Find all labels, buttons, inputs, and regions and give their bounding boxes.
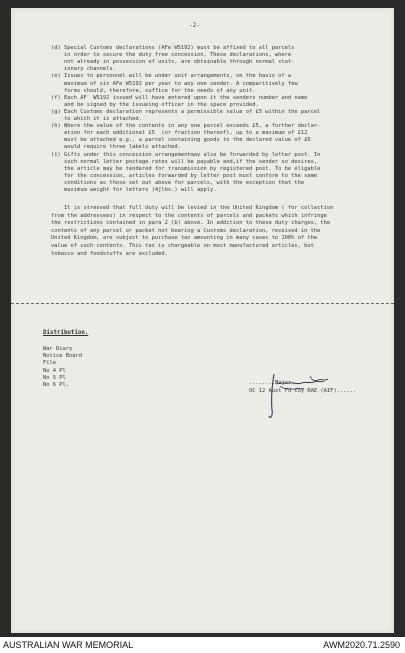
section-divider	[11, 303, 394, 304]
distribution-item: File	[43, 360, 56, 367]
archive-reference: AWM2020.71.2590	[323, 640, 400, 650]
paragraph-line: (f) Each AF W5192 issued will have entered upon it the senders number and name	[51, 94, 308, 101]
paragraph-line: the article may be tendered for transmission by registered post. To be eligable	[51, 165, 321, 172]
paragraph-line: (g) Each Customs declaration represents a permissible value of £5 within the parcel	[51, 108, 321, 115]
paragraph-line: not already in possession of units, are obtainable through normal stat-	[51, 59, 295, 66]
closing-line: the restrictions contained in para 2 (b) above. In addition to these duty charges, the	[51, 220, 331, 227]
closing-line: from the addressees) in respect to the contents of parcels and packets which infringe	[51, 212, 327, 219]
distribution-item: War Diary	[43, 346, 73, 352]
distribution-item: No 6 Pl.	[43, 382, 69, 388]
signature-line: OC 12 Aust Fd Coy RAE (AIF)......	[249, 388, 357, 394]
archive-name: AUSTRALIAN WAR MEMORIAL	[3, 640, 134, 650]
distribution-item: No 5 Pl	[43, 374, 66, 381]
paragraph-line: would require three labels attached.	[51, 144, 181, 151]
page-number: -2-	[189, 22, 200, 29]
paragraph-line: such normal letter postage rates will be payable and,if the sender so desires,	[51, 158, 318, 165]
paragraph-line: in order to secure the duty free concession. These declarations, where	[51, 52, 292, 59]
paragraph-line: (i) Gifts under this concession arrangementmay also be forwarded by letter post. In	[51, 151, 321, 158]
paragraph-line: ation for each additional £5 (or fraction thereof), up to a maximum of £12	[51, 130, 308, 137]
distribution-item: No 4 Pl	[43, 367, 66, 374]
paragraph-line: (d) Special Customs declarations (AFe W5192) must be affixed to all parcels	[51, 45, 295, 51]
signature-line: ........Major.	[249, 380, 295, 386]
paragraph-line: maximum of six AFe W5192 per year to any one sender. A comparitively few	[51, 80, 298, 87]
paragraph-line: forms should, therefore, suffice for the needs of any unit.	[51, 87, 256, 94]
paragraph-line: and be signed by the issueing officer in the space provided.	[51, 101, 259, 108]
paragraph-line: ionary channels.	[51, 66, 116, 73]
paragraph-line: must be attached e.g., a parcel containing goods to the declared value of £6	[51, 137, 311, 144]
closing-line: It is stressed that full duty will be levied in the United Kingdom ( for collection	[51, 205, 334, 211]
paragraph-line: to which it is attached.	[51, 116, 142, 122]
distribution-heading: Distribution.	[43, 330, 89, 336]
paragraph-line: (e) Issues to personnel will be under unit arrangements, on the basis of a	[51, 73, 292, 80]
archive-footer	[0, 637, 405, 653]
paragraph-line: for the concession, articles forwarded by letter post must conform to the same	[51, 172, 318, 179]
closing-line: value of such contents. This tax is chargeable on most manufactured articles, but	[51, 243, 314, 249]
paragraph-line: maximum weight for letters (4jlbs.) will apply.	[51, 187, 217, 193]
paragraph-line: (h) Where the value of the contents in any one parcel exceeds £5, a further declar-	[51, 123, 321, 130]
document-page	[11, 8, 394, 633]
distribution-item: Notice Board	[43, 353, 82, 360]
closing-line: United Kingdom, are subject to purchase tax amounting in many cases to 100% of the	[51, 235, 318, 242]
closing-line: contents of any parcel or packet not bearing a Customs declaration, received in the	[51, 227, 321, 234]
paragraph-line: conditions as those set out above for parcels, with the exception that the	[51, 179, 305, 186]
closing-line: tobacco and foodstuffs are excluded.	[51, 250, 168, 257]
